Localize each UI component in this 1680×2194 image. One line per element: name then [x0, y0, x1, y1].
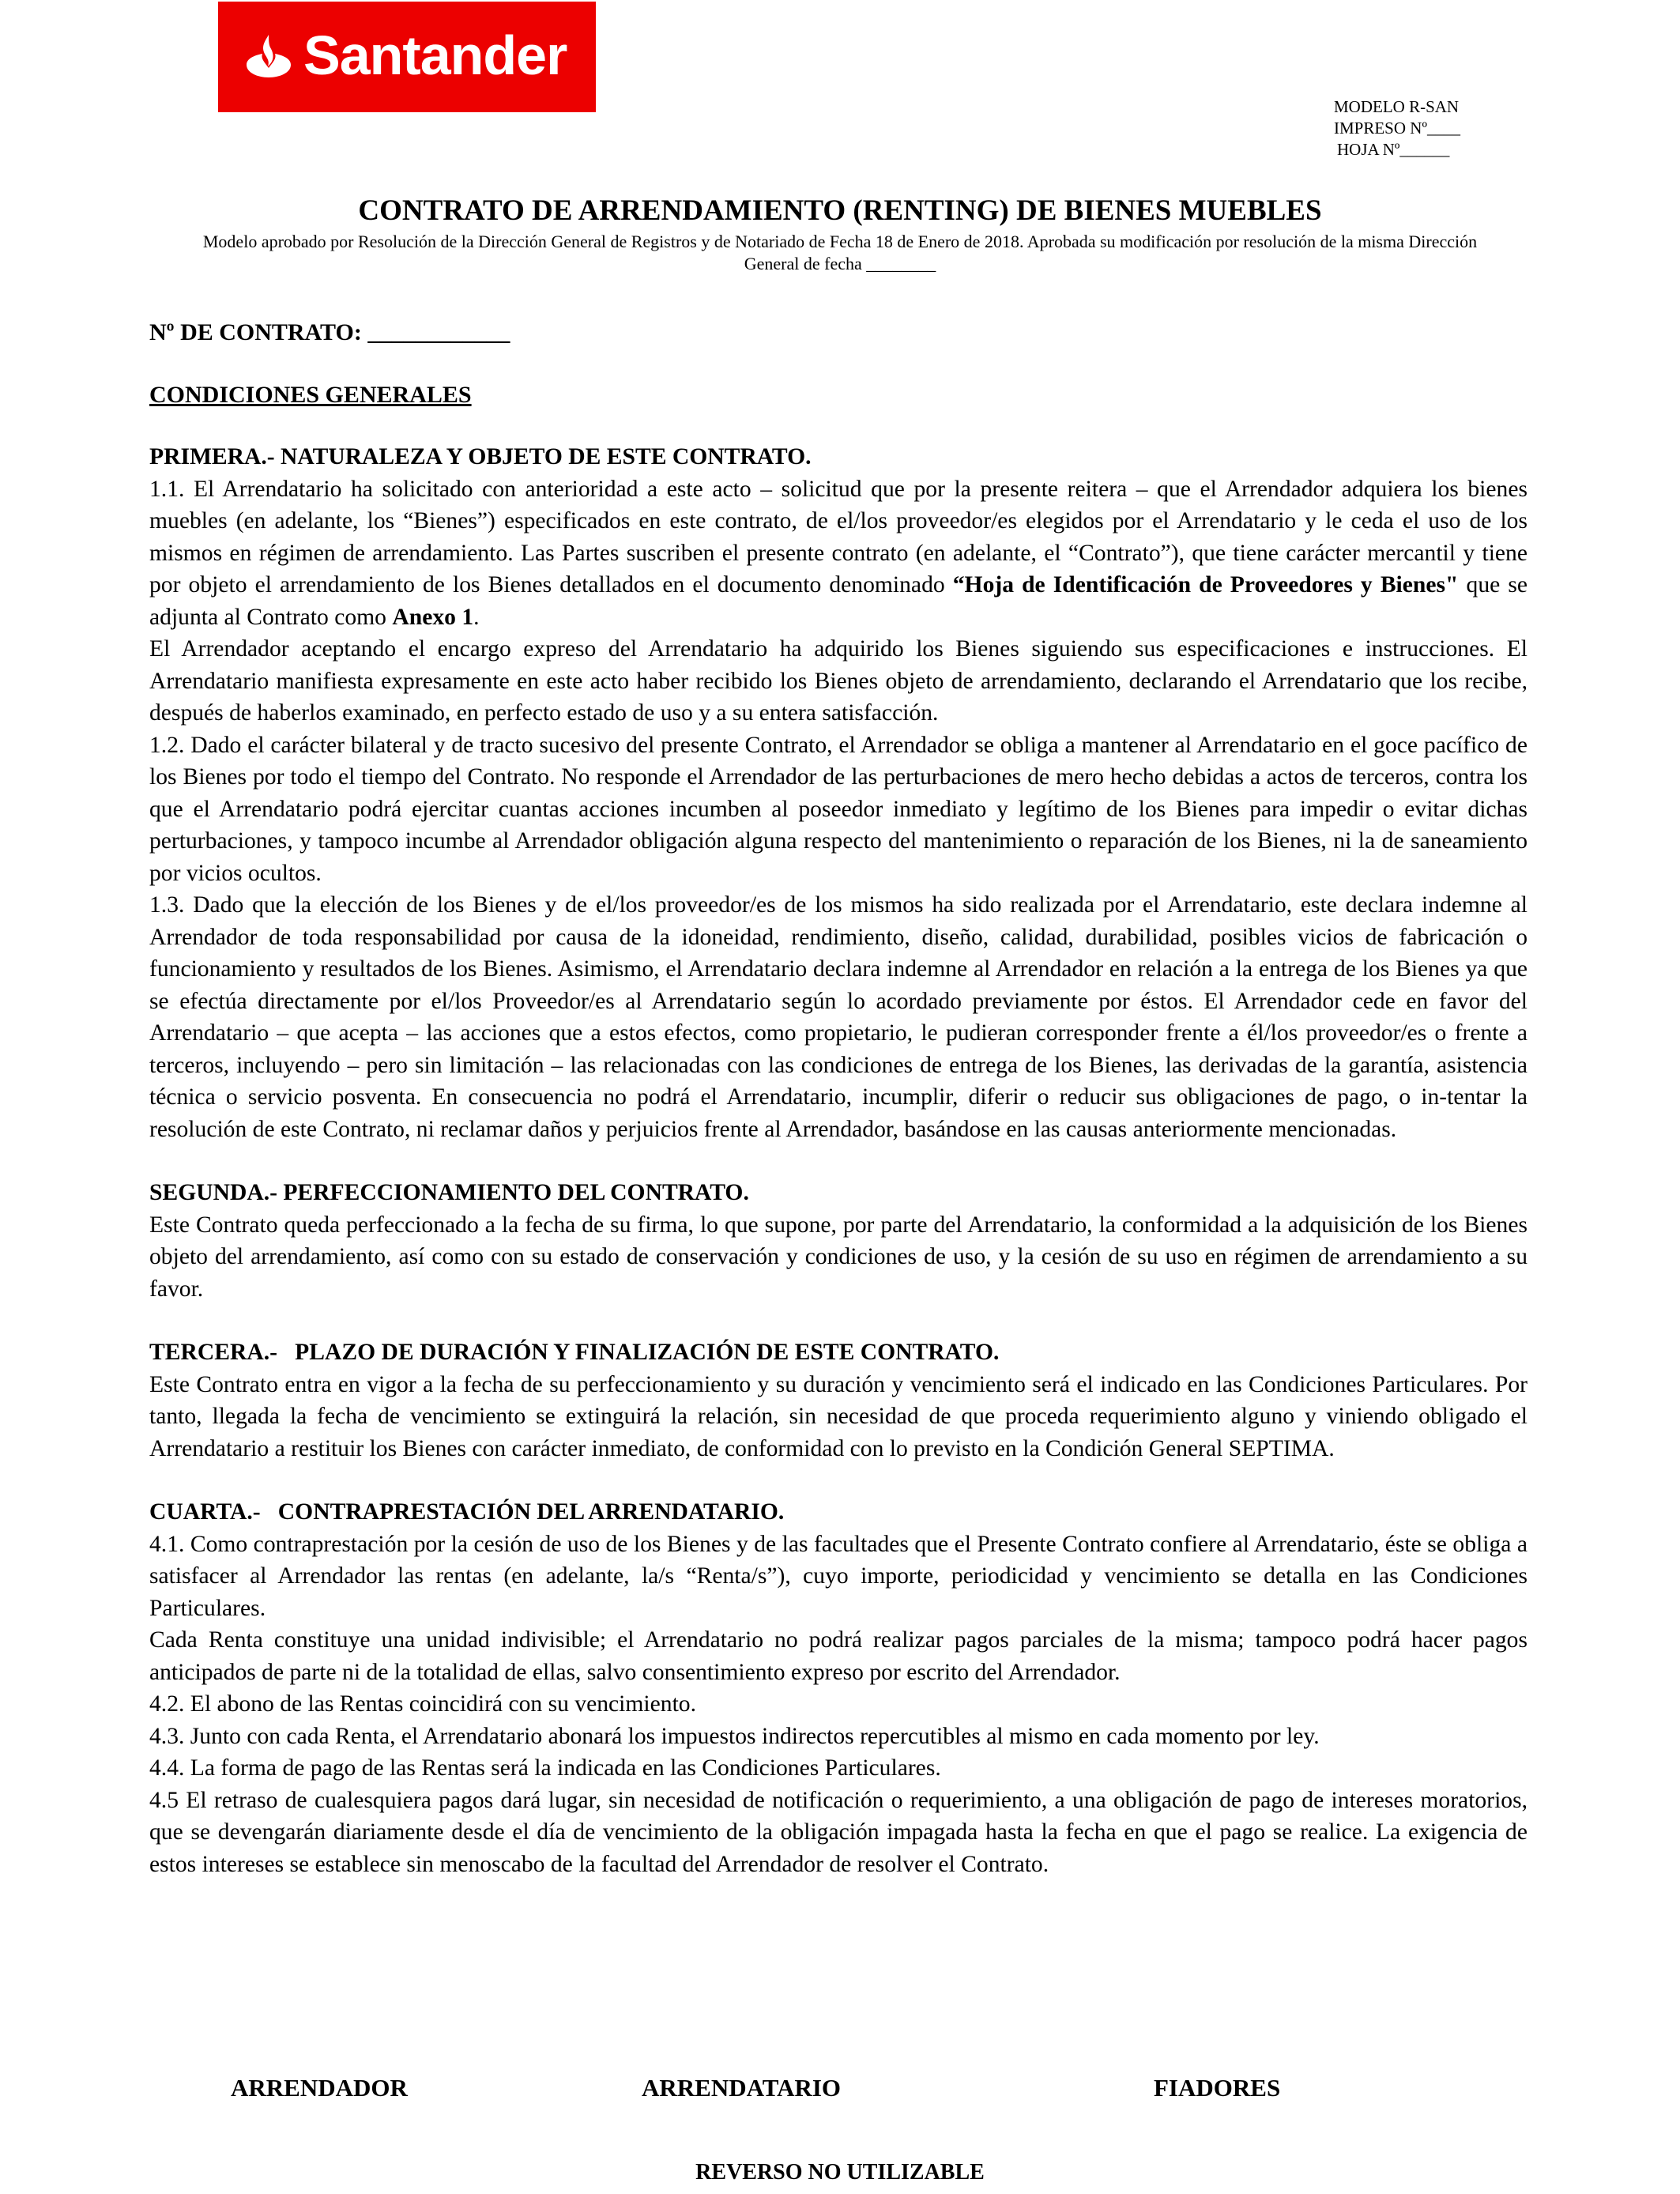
paragraph: Este Contrato queda perfeccionado a la fecha de su firma, lo que supone, por parte del Arrendatario, la conformidad a la adquisición de los Bienes objeto del arrendamiento, así como con su estado de conservación y condiciones de uso, y la cesión de su uso en régimen de arrendamiento a su favor. [149, 1212, 1527, 1302]
contract-number: Nº DE CONTRATO: ____________ [149, 319, 510, 345]
paragraph-4-4: 4.4. La forma de pago de las Rentas será la indicada en las Condiciones Particulares. [149, 1755, 941, 1781]
paragraph-1-2: 1.2. Dado el carácter bilateral y de tracto sucesivo del presente Contrato, el Arrendador se obliga a mantener al Arrendatario en el goce pacífico de los Bienes por todo el tiempo del Contrato. No responde el Arrendador de las perturbaciones de mero hecho debidas a actos de terceros, contra los que el Arrendatario podrá ejercitar cuantas acciones incumben al poseedor inmediato y legítimo de los Bienes para impedir o evitar dichas perturbaciones, y tampoco incumbe al Arrendador obligación alguna respecto del mantenimiento o reparación de los Bienes, ni la de saneamiento por vicios ocultos. [149, 732, 1527, 886]
flame-icon [243, 32, 294, 82]
contract-body [149, 441, 1527, 1880]
paragraph-4-5: 4.5 El retraso de cualesquiera pagos dará lugar, sin necesidad de notificación o requerimiento, a una obligación de pago de intereses moratorios, que se devengarán diariamente desde el día de vencimiento de la obligación impagada hasta la fecha en que el pago se realice. La exigencia de estos intereses se establece sin menoscabo de la facultad del Arrendador de resolver el Contrato. [149, 1787, 1527, 1877]
paragraph-1-1: 1.1. El Arrendatario ha solicitado con anterioridad a este acto – solicitud que por la presente reitera – que el Arrendador adquiera los bienes muebles (en adelante, los “Bienes”) especificados en este contrato, de el/los proveedor/es elegidos por el Arrendatario y le ceda el uso de los mismos en régimen de arrendamiento. Las Partes suscriben el presente contrato (en adelante, el “Contrato”), que tiene carácter mercantil y tiene por objeto el arrendamiento de los Bienes detallados en el documento denominado “Hoja de Identificación de Proveedores y Bienes" que se adjunta al Contrato como Anexo 1. [149, 476, 1527, 630]
paragraph: Cada Renta constituye una unidad indivisible; el Arrendatario no podrá realizar pagos parciales de la misma; tampoco podrá hacer pagos anticipados de parte ni de la totalidad de ellas, salvo consentimiento expreso por escrito del Arrendador. [149, 1627, 1527, 1685]
section-heading-cuarta: CUARTA.- CONTRAPRESTACIÓN DEL ARRENDATARIO. [149, 1499, 785, 1525]
paragraph-4-2: 4.2. El abono de las Rentas coincidirá con su vencimiento. [149, 1691, 696, 1717]
signature-arrendador: ARRENDADOR [231, 2074, 408, 2102]
section-heading-primera: PRIMERA.- NATURALEZA Y OBJETO DE ESTE CONTRATO. [149, 444, 812, 469]
section-heading-tercera: TERCERA.- PLAZO DE DURACIÓN Y FINALIZACIÓN DE ESTE CONTRATO. [149, 1340, 1000, 1365]
document-subtitle: Modelo aprobado por Resolución de la Dirección General de Registros y de Notariado de Fecha 18 de Enero de 2018. Aprobada su modificación por resolución de la misma Dirección General de fecha ________ [202, 232, 1478, 273]
paragraph: El Arrendador aceptando el encargo expreso del Arrendatario ha adquirido los Bienes siguiendo sus especificaciones e instrucciones. El Arrendatario manifiesta expresamente en este acto haber recibido los Bienes objeto de arrendamiento, declarando el Arrendatario que los recibe, después de haberlos examinado, en perfecto estado de uso y a su entera satisfacción. [149, 636, 1527, 726]
santander-logo [218, 2, 596, 112]
logo-text: Santander [303, 25, 567, 86]
impreso-label: IMPRESO Nº____ [1334, 119, 1460, 138]
document-title: CONTRATO DE ARRENDAMIENTO (RENTING) DE BIENES MUEBLES [358, 194, 1322, 227]
paragraph-1-3: 1.3. Dado que la elección de los Bienes y de el/los proveedor/es de los mismos ha sido realizada por el Arrendatario, este declara indemne al Arrendador de toda responsabilidad por causa de la idoneidad, rendimiento, diseño, calidad, durabilidad, posibles vicios de fabricación o funcionamiento y resultados de los Bienes. Asimismo, el Arrendatario declara indemne al Arrendador en relación a la entrega de los Bienes ya que se efectúa directamente por el/los Proveedor/es al Arrendatario según lo acordado previamente por éstos. El Arrendador cede en favor del Arrendatario – que acepta – las acciones que a estos efectos, como propietario, le pudieran corresponder frente a él/los proveedor/es o frente a terceros, incluyendo – pero sin limitación – las relacionadas con las condiciones de entrega de los Bienes, las derivadas de la garantía, asistencia técnica o servicio posventa. En consecuencia no podrá el Arrendatario, incumplir, diferir o reducir sus obligaciones de pago, o in-tentar la resolución de este Contrato, ni reclamar daños y perjuicios frente al Arrendador, basándose en las causas anteriormente mencionadas. [149, 892, 1527, 1142]
model-info [1334, 96, 1508, 160]
paragraph-4-3: 4.3. Junto con cada Renta, el Arrendatario abonará los impuestos indirectos repercutibles al mismo en cada momento por ley. [149, 1723, 1320, 1749]
paragraph-4-1: 4.1. Como contraprestación por la cesión de uso de los Bienes y de las facultades que el Presente Contrato confiere al Arrendatario, éste se obliga a satisfacer al Arrendador las rentas (en adelante, la/s “Renta/s”), cuyo importe, periodicidad y vencimiento se detalla en las Condiciones Particulares. [149, 1531, 1527, 1621]
signature-arrendatario: ARRENDATARIO [642, 2074, 842, 2102]
modelo-label: MODELO R-SAN [1334, 97, 1460, 116]
signature-fiadores: FIADORES [1154, 2074, 1281, 2102]
section-heading-segunda: SEGUNDA.- PERFECCIONAMIENTO DEL CONTRATO. [149, 1180, 749, 1205]
reverso-notice: REVERSO NO UTILIZABLE [695, 2160, 985, 2185]
general-conditions-heading: CONDICIONES GENERALES [149, 382, 472, 408]
paragraph: Este Contrato entra en vigor a la fecha de su perfeccionamiento y su duración y vencimiento será el indicado en las Condiciones Particulares. Por tanto, llegada la fecha de vencimiento se extinguirá la relación, sin necesidad de que proceda requerimiento alguno y viniendo obligado el Arrendatario a restituir los Bienes con carácter inmediato, de conformidad con lo previsto en la Condición General SEPTIMA. [149, 1371, 1527, 1461]
hoja-label: HOJA Nº______ [1337, 140, 1450, 159]
